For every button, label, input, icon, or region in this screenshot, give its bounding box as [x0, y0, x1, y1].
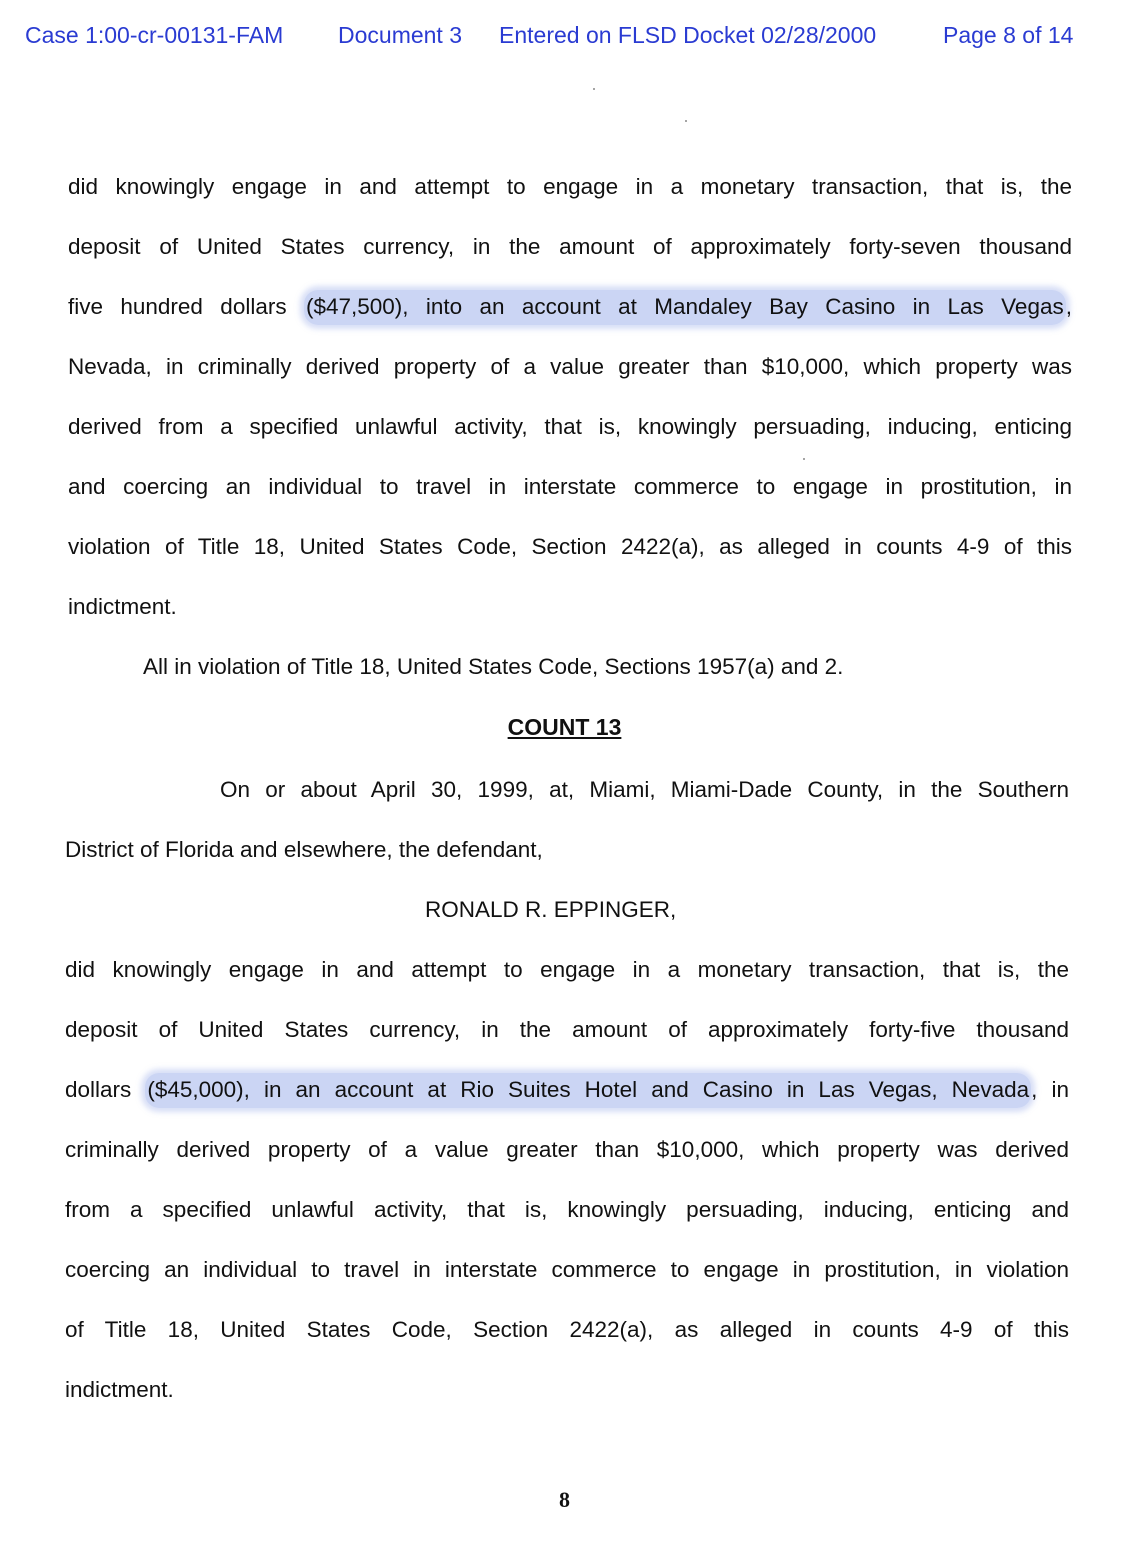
case-number: Case 1:00-cr-00131-FAM — [25, 22, 284, 48]
text-line: of Title 18, United States Code, Section 2422(a), as alleged in counts 4-9 of this — [65, 1317, 1069, 1342]
page-indicator: Page 8 of 14 — [943, 22, 1074, 48]
text-line: deposit of United States currency, in the amount of approximately forty-seven thousand — [68, 234, 1072, 259]
text-line: indictment. — [65, 1377, 174, 1402]
text-line — [68, 292, 1072, 322]
docket-header — [25, 22, 1099, 54]
text-line — [65, 1075, 1069, 1105]
page-number: 8 — [559, 1487, 570, 1512]
text-line: from a specified unlawful activity, that is, knowingly persuading, inducing, enticing and — [65, 1197, 1069, 1222]
text-line: and coercing an individual to travel in interstate commerce to engage in prostitution, in — [68, 474, 1072, 499]
scan-speck — [685, 120, 687, 122]
text-fragment: , — [1065, 294, 1072, 319]
count-intro-line: District of Florida and elsewhere, the defendant, — [65, 837, 543, 862]
scan-speck — [803, 458, 805, 460]
scan-speck — [593, 88, 595, 90]
text-line: coercing an individual to travel in interstate commerce to engage in prostitution, in violation — [65, 1257, 1069, 1282]
text-fragment: five hundred dollars — [68, 294, 304, 319]
text-line: criminally derived property of a value greater than $10,000, which property was derived — [65, 1137, 1069, 1162]
count-heading: COUNT 13 — [507, 714, 622, 740]
text-fragment: dollars — [65, 1077, 146, 1102]
text-line: did knowingly engage in and attempt to engage in a monetary transaction, that is, the — [65, 957, 1069, 982]
text-line: violation of Title 18, United States Code, Section 2422(a), as alleged in counts 4-9 of this — [68, 534, 1072, 559]
defendant-name: RONALD R. EPPINGER, — [425, 897, 677, 922]
text-line: indictment. — [68, 594, 177, 619]
text-line: did knowingly engage in and attempt to engage in a monetary transaction, that is, the — [68, 174, 1072, 199]
text-line: Nevada, in criminally derived property of a value greater than $10,000, which property was — [68, 354, 1072, 379]
highlighted-text: ($45,000), in an account at Rio Suites Hotel and Casino in Las Vegas, Nevada — [145, 1073, 1031, 1108]
count-intro-line: On or about April 30, 1999, at, Miami, Miami-Dade County, in the Southern — [220, 777, 1069, 802]
text-line: derived from a specified unlawful activity, that is, knowingly persuading, inducing, enticing — [68, 414, 1072, 439]
text-line: deposit of United States currency, in the amount of approximately forty-five thousand — [65, 1017, 1069, 1042]
highlighted-text: ($47,500), into an account at Mandaley Bay Casino in Las Vegas — [304, 290, 1066, 325]
document-number: Document 3 — [338, 22, 463, 48]
violation-statement: All in violation of Title 18, United States Code, Sections 1957(a) and 2. — [143, 654, 844, 679]
text-fragment: , in — [1031, 1077, 1069, 1102]
docket-entry-date: Entered on FLSD Docket 02/28/2000 — [499, 22, 877, 48]
